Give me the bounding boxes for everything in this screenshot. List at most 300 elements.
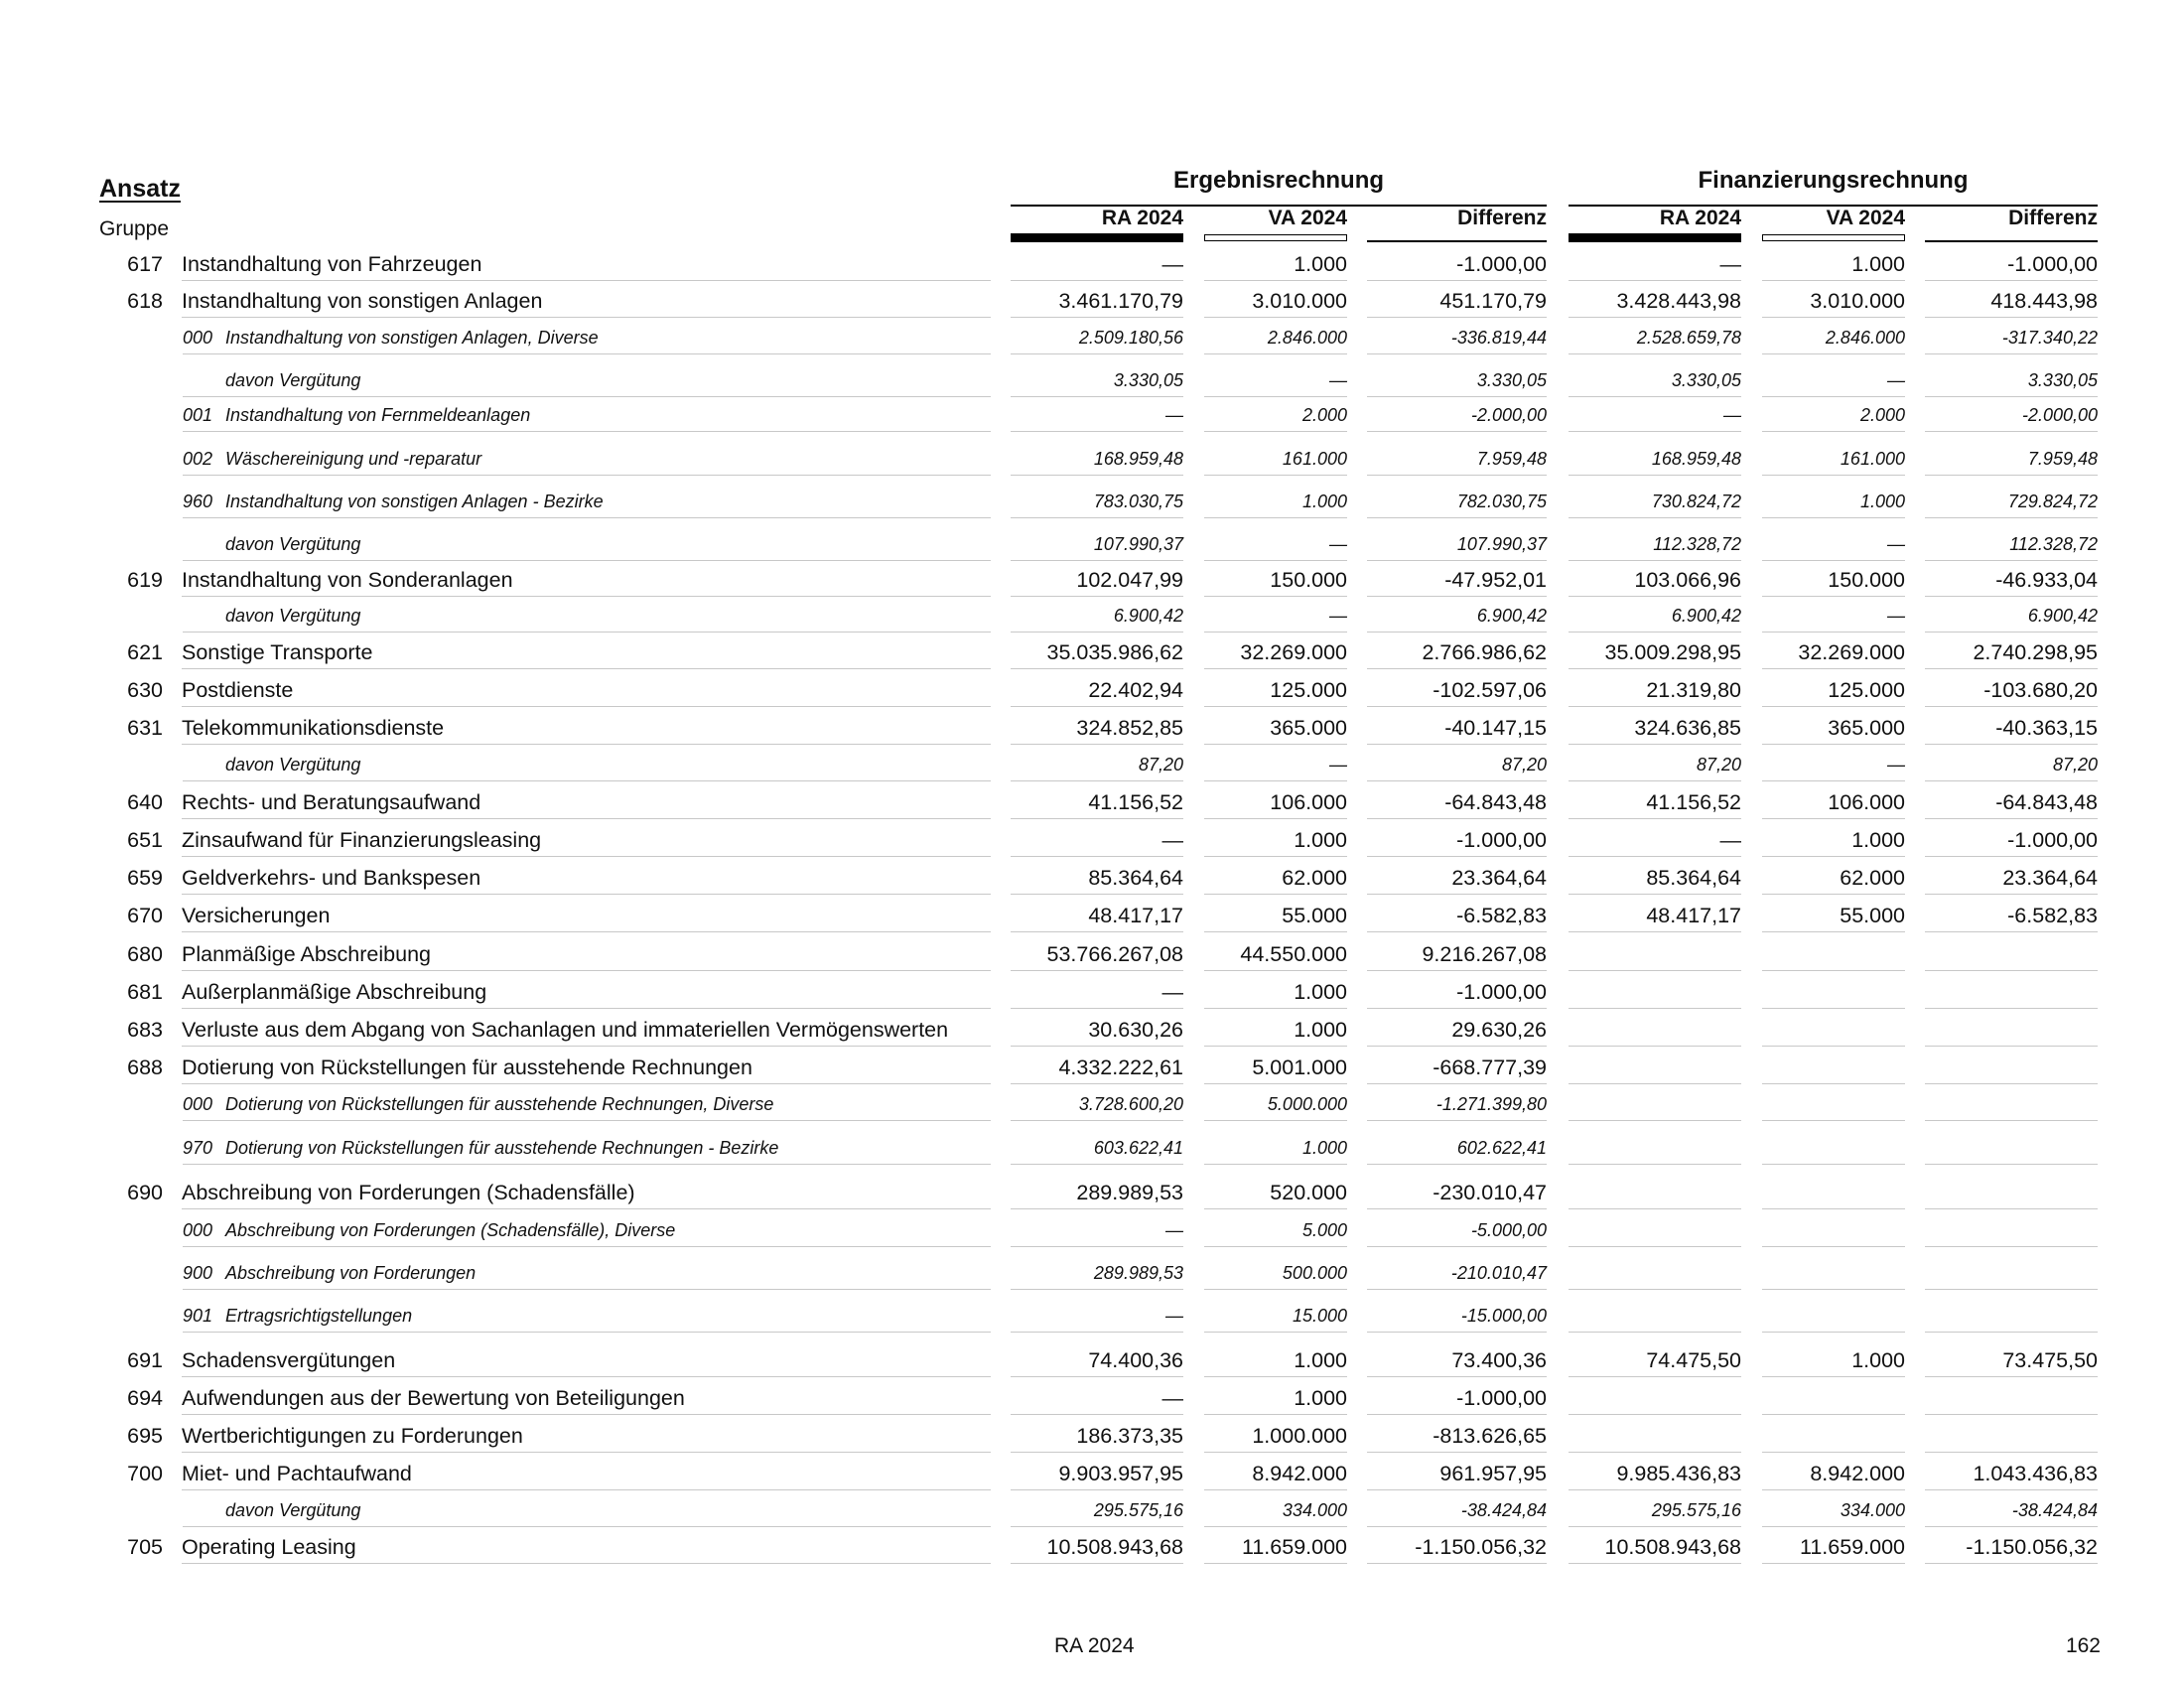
cell-e-diff: -813.626,65 — [1433, 1424, 1547, 1448]
cell-rule — [1569, 1414, 1741, 1415]
cell-rule — [1367, 744, 1547, 745]
cell-f-diff: 3.330,05 — [2027, 370, 2098, 390]
row-code: 651 — [127, 828, 163, 852]
cell-rule — [1569, 280, 1741, 281]
cell-rule — [1762, 1164, 1905, 1165]
row-code: 700 — [127, 1462, 163, 1485]
cell-e-va: 365.000 — [1270, 716, 1347, 740]
cell-e-ra: 9.903.957,95 — [1058, 1462, 1183, 1485]
row-label: Rechts- und Beratungsaufwand — [182, 790, 481, 814]
col-header-e-ra: RA 2024 — [1101, 207, 1183, 229]
cell-e-diff: -38.424,84 — [1460, 1500, 1547, 1520]
row-code: 001 — [183, 405, 213, 425]
cell-rule — [1367, 396, 1547, 397]
group-title-finanzierungsrechnung: Finanzierungsrechnung — [1698, 167, 1969, 194]
cell-e-va: 161.000 — [1282, 449, 1347, 469]
row-label: Planmäßige Abschreibung — [182, 942, 431, 966]
row-code: 640 — [127, 790, 163, 814]
row-rule — [182, 280, 991, 281]
cell-e-va: 44.550.000 — [1240, 942, 1347, 966]
cell-rule — [1762, 317, 1905, 318]
cell-rule — [1011, 353, 1183, 354]
row-rule — [182, 596, 991, 597]
col-header-f-ra: RA 2024 — [1659, 207, 1741, 229]
cell-rule — [1925, 1246, 2098, 1247]
cell-rule — [1011, 475, 1183, 476]
cell-rule — [1569, 970, 1741, 971]
cell-f-ra: 103.066,96 — [1634, 568, 1741, 592]
cell-rule — [1762, 1008, 1905, 1009]
cell-f-diff: 23.364,64 — [2002, 866, 2098, 890]
cell-e-ra: — — [1161, 980, 1183, 1004]
cell-rule — [1569, 894, 1741, 895]
cell-rule — [1011, 317, 1183, 318]
cell-rule — [1367, 1332, 1547, 1333]
cell-rule — [1011, 1452, 1183, 1453]
row-rule — [182, 744, 991, 745]
cell-e-diff: 2.766.986,62 — [1422, 640, 1547, 664]
cell-e-ra: 10.508.943,68 — [1046, 1535, 1183, 1559]
cell-e-va: 2.000 — [1301, 405, 1347, 425]
cell-e-ra: 295.575,16 — [1093, 1500, 1183, 1520]
cell-rule — [1011, 780, 1183, 781]
cell-e-ra: 3.728.600,20 — [1078, 1094, 1183, 1114]
cell-rule — [1569, 517, 1741, 518]
cell-rule — [1204, 632, 1347, 633]
row-rule — [183, 475, 991, 476]
row-code: 900 — [183, 1263, 213, 1283]
cell-rule — [1367, 596, 1547, 597]
cell-e-ra: 289.989,53 — [1093, 1263, 1183, 1283]
cell-e-va: 15.000 — [1292, 1306, 1347, 1326]
row-code: 670 — [127, 904, 163, 927]
row-rule — [182, 818, 991, 819]
cell-f-ra: 85.364,64 — [1646, 866, 1741, 890]
cell-e-va: 334.000 — [1282, 1500, 1347, 1520]
row-rule — [182, 1008, 991, 1009]
row-rule — [182, 1046, 991, 1047]
cell-rule — [1762, 1246, 1905, 1247]
cell-rule — [1569, 632, 1741, 633]
cell-e-diff: 29.630,26 — [1451, 1018, 1547, 1042]
cell-rule — [1925, 706, 2098, 707]
cell-rule — [1925, 1289, 2098, 1290]
row-label: Instandhaltung von Fernmeldeanlagen — [225, 405, 531, 425]
cell-e-va: 62.000 — [1282, 866, 1347, 890]
cell-e-diff: -40.147,15 — [1444, 716, 1547, 740]
col-header-f-va: VA 2024 — [1826, 207, 1905, 229]
cell-f-va: 365.000 — [1828, 716, 1905, 740]
cell-e-ra: 85.364,64 — [1088, 866, 1183, 890]
cell-rule — [1925, 517, 2098, 518]
cell-rule — [1367, 431, 1547, 432]
row-label: Miet- und Pachtaufwand — [182, 1462, 412, 1485]
row-code: 705 — [127, 1535, 163, 1559]
cell-f-va: 32.269.000 — [1798, 640, 1905, 664]
cell-rule — [1011, 596, 1183, 597]
cell-rule — [1569, 1289, 1741, 1290]
cell-rule — [1204, 894, 1347, 895]
row-label: Telekommunikationsdienste — [182, 716, 445, 740]
row-rule — [182, 706, 991, 707]
cell-rule — [1204, 280, 1347, 281]
row-rule — [183, 1246, 991, 1247]
row-code: 621 — [127, 640, 163, 664]
cell-f-va: 150.000 — [1828, 568, 1905, 592]
cell-f-va: 62.000 — [1840, 866, 1905, 890]
cell-rule — [1925, 970, 2098, 971]
row-rule — [183, 396, 991, 397]
cell-f-ra: 48.417,17 — [1646, 904, 1741, 927]
cell-e-va: — — [1329, 755, 1347, 774]
cell-rule — [1569, 856, 1741, 857]
cell-rule — [1569, 1526, 1741, 1527]
cell-rule — [1762, 856, 1905, 857]
row-rule — [183, 1526, 991, 1527]
cell-e-va: 1.000 — [1294, 252, 1347, 276]
cell-rule — [1367, 560, 1547, 561]
cell-rule — [1569, 353, 1741, 354]
row-code: 690 — [127, 1181, 163, 1204]
row-rule — [182, 970, 991, 971]
cell-rule — [1925, 1376, 2098, 1377]
cell-e-diff: -230.010,47 — [1433, 1181, 1547, 1204]
cell-f-va: — — [1887, 534, 1905, 554]
cell-rule — [1762, 596, 1905, 597]
cell-e-va: 520.000 — [1270, 1181, 1347, 1204]
cell-f-va: 1.000 — [1851, 252, 1905, 276]
cell-rule — [1925, 1526, 2098, 1527]
row-rule — [183, 560, 991, 561]
row-code: 970 — [183, 1138, 213, 1158]
row-label: Abschreibung von Forderungen (Schadensfälle), Diverse — [225, 1220, 676, 1240]
cell-rule — [1762, 475, 1905, 476]
cell-e-ra: 22.402,94 — [1088, 678, 1183, 702]
cell-rule — [1569, 1083, 1741, 1084]
cell-f-diff: -64.843,48 — [1995, 790, 2098, 814]
row-label: Aufwendungen aus der Bewertung von Beteiligungen — [182, 1386, 685, 1410]
row-code: 680 — [127, 942, 163, 966]
cell-rule — [1204, 1246, 1347, 1247]
row-rule — [183, 517, 991, 518]
row-code: 002 — [183, 449, 213, 469]
cell-f-diff: -46.933,04 — [1995, 568, 2098, 592]
cell-f-ra: 87,20 — [1696, 755, 1741, 774]
cell-e-diff: -1.271.399,80 — [1435, 1094, 1547, 1114]
cell-rule — [1925, 353, 2098, 354]
cell-e-va: 1.000 — [1294, 1018, 1347, 1042]
row-label: Dotierung von Rückstellungen für ausstehende Rechnungen, Diverse — [225, 1094, 774, 1114]
cell-f-va: 161.000 — [1840, 449, 1905, 469]
row-code: 960 — [183, 492, 213, 511]
cell-rule — [1204, 818, 1347, 819]
cell-rule — [1925, 596, 2098, 597]
row-rule — [182, 856, 991, 857]
cell-rule — [1925, 475, 2098, 476]
cell-rule — [1204, 1208, 1347, 1209]
cell-rule — [1569, 1046, 1741, 1047]
row-code: 694 — [127, 1386, 163, 1410]
cell-e-diff: -47.952,01 — [1444, 568, 1547, 592]
cell-e-va: 1.000.000 — [1252, 1424, 1347, 1448]
cell-e-ra: 3.461.170,79 — [1058, 289, 1183, 313]
cell-e-va: — — [1329, 534, 1347, 554]
cell-rule — [1204, 1376, 1347, 1377]
cell-rule — [1762, 396, 1905, 397]
cell-f-ra: 295.575,16 — [1651, 1500, 1741, 1520]
cell-rule — [1762, 668, 1905, 669]
row-label: Instandhaltung von sonstigen Anlagen - Bezirke — [225, 492, 604, 511]
cell-rule — [1011, 744, 1183, 745]
cell-rule — [1925, 560, 2098, 561]
cell-rule — [1204, 1414, 1347, 1415]
cell-rule — [1367, 1008, 1547, 1009]
cell-rule — [1569, 780, 1741, 781]
cell-rule — [1367, 856, 1547, 857]
cell-rule — [1367, 1289, 1547, 1290]
cell-rule — [1762, 353, 1905, 354]
cell-e-diff: -64.843,48 — [1444, 790, 1547, 814]
cell-rule — [1367, 1526, 1547, 1527]
cell-e-va: 500.000 — [1282, 1263, 1347, 1283]
cell-rule — [1011, 970, 1183, 971]
cell-rule — [1204, 706, 1347, 707]
cell-rule — [1925, 744, 2098, 745]
cell-rule — [1204, 1008, 1347, 1009]
cell-rule — [1925, 856, 2098, 857]
row-code: 630 — [127, 678, 163, 702]
cell-rule — [1762, 744, 1905, 745]
cell-f-diff: 73.475,50 — [2002, 1348, 2098, 1372]
cell-f-diff: -38.424,84 — [2011, 1500, 2098, 1520]
row-label: davon Vergütung — [225, 370, 361, 390]
row-code: 000 — [183, 1220, 213, 1240]
cell-rule — [1204, 1452, 1347, 1453]
cell-rule — [1367, 280, 1547, 281]
cell-rule — [1762, 1332, 1905, 1333]
cell-e-va: 106.000 — [1270, 790, 1347, 814]
cell-rule — [1925, 1164, 2098, 1165]
footer-report-label: RA 2024 — [1054, 1634, 1135, 1657]
row-label: Wertberichtigungen zu Forderungen — [182, 1424, 523, 1448]
row-rule — [182, 894, 991, 895]
cell-rule — [1367, 632, 1547, 633]
cell-e-diff: 3.330,05 — [1476, 370, 1547, 390]
cell-rule — [1367, 780, 1547, 781]
cell-e-ra: 53.766.267,08 — [1046, 942, 1183, 966]
cell-e-va: 11.659.000 — [1241, 1535, 1347, 1559]
cell-rule — [1762, 517, 1905, 518]
cell-f-ra: 730.824,72 — [1651, 492, 1741, 511]
cell-rule — [1367, 1083, 1547, 1084]
row-code: 681 — [127, 980, 163, 1004]
cell-e-diff: -668.777,39 — [1433, 1055, 1547, 1079]
cell-f-va: 2.846.000 — [1825, 328, 1905, 348]
cell-e-ra: 41.156,52 — [1088, 790, 1183, 814]
cell-e-ra: — — [1161, 1386, 1183, 1410]
cell-e-diff: 451.170,79 — [1439, 289, 1547, 313]
cell-rule — [1204, 396, 1347, 397]
cell-f-ra: 3.428.443,98 — [1616, 289, 1741, 313]
row-code: 659 — [127, 866, 163, 890]
cell-e-ra: 186.373,35 — [1076, 1424, 1183, 1448]
cell-rule — [1011, 1208, 1183, 1209]
cell-rule — [1569, 317, 1741, 318]
cell-rule — [1762, 970, 1905, 971]
cell-e-va: 32.269.000 — [1240, 640, 1347, 664]
cell-rule — [1569, 668, 1741, 669]
cell-rule — [1204, 780, 1347, 781]
cell-rule — [1367, 1563, 1547, 1564]
cell-rule — [1762, 1083, 1905, 1084]
cell-rule — [1011, 931, 1183, 932]
cell-rule — [1925, 1332, 2098, 1333]
cell-e-ra: 6.900,42 — [1113, 606, 1183, 626]
cell-f-va: 1.000 — [1851, 828, 1905, 852]
cell-f-diff: -2.000,00 — [2021, 405, 2098, 425]
cell-rule — [1204, 1289, 1347, 1290]
cell-e-ra: 783.030,75 — [1093, 492, 1183, 511]
cell-f-diff: 7.959,48 — [2027, 449, 2098, 469]
row-code: 631 — [127, 716, 163, 740]
cell-f-va: 1.000 — [1859, 492, 1905, 511]
cell-rule — [1011, 1083, 1183, 1084]
cell-f-diff: -1.150.056,32 — [1966, 1535, 2098, 1559]
cell-f-ra: — — [1723, 405, 1741, 425]
cell-f-va: 106.000 — [1828, 790, 1905, 814]
cell-e-ra: 87,20 — [1138, 755, 1183, 774]
cell-rule — [1204, 744, 1347, 745]
cell-f-ra: 2.528.659,78 — [1636, 328, 1741, 348]
cell-rule — [1762, 431, 1905, 432]
cell-rule — [1011, 818, 1183, 819]
cell-rule — [1011, 706, 1183, 707]
row-rule — [182, 1083, 991, 1084]
cell-rule — [1367, 475, 1547, 476]
cell-rule — [1367, 931, 1547, 932]
cell-f-ra: 112.328,72 — [1653, 534, 1741, 554]
cell-f-diff: -1.000,00 — [2007, 828, 2098, 852]
cell-rule — [1569, 931, 1741, 932]
cell-rule — [1204, 1332, 1347, 1333]
row-rule — [182, 1414, 991, 1415]
cell-rule — [1204, 1120, 1347, 1121]
cell-rule — [1011, 1008, 1183, 1009]
cell-rule — [1204, 475, 1347, 476]
cell-e-ra: 603.622,41 — [1093, 1138, 1183, 1158]
cell-rule — [1925, 668, 2098, 669]
row-rule — [182, 1208, 991, 1209]
cell-rule — [1925, 1208, 2098, 1209]
cell-e-diff: -1.000,00 — [1456, 980, 1547, 1004]
cell-rule — [1204, 1164, 1347, 1165]
cell-rule — [1925, 931, 2098, 932]
row-code: 691 — [127, 1348, 163, 1372]
cell-e-diff: 73.400,36 — [1451, 1348, 1547, 1372]
cell-rule — [1762, 1120, 1905, 1121]
cell-e-ra: — — [1161, 252, 1183, 276]
cell-e-diff: -1.000,00 — [1456, 1386, 1547, 1410]
cell-rule — [1569, 1008, 1741, 1009]
cell-e-ra: 4.332.222,61 — [1058, 1055, 1183, 1079]
cell-rule — [1367, 1208, 1547, 1209]
cell-e-diff: -2.000,00 — [1470, 405, 1547, 425]
cell-f-ra: 74.475,50 — [1646, 1348, 1741, 1372]
cell-rule — [1011, 632, 1183, 633]
row-label: Sonstige Transporte — [182, 640, 373, 664]
cell-f-va: 334.000 — [1840, 1500, 1905, 1520]
cell-rule — [1762, 560, 1905, 561]
row-label: Abschreibung von Forderungen — [225, 1263, 477, 1283]
cell-rule — [1925, 396, 2098, 397]
row-label: davon Vergütung — [225, 606, 361, 626]
cell-rule — [1011, 431, 1183, 432]
cell-f-ra: 35.009.298,95 — [1604, 640, 1741, 664]
cell-f-diff: -1.000,00 — [2007, 252, 2098, 276]
row-label: Wäschereinigung und -reparatur — [225, 449, 482, 469]
row-rule — [182, 668, 991, 669]
cell-rule — [1011, 1164, 1183, 1165]
cell-f-va: — — [1887, 755, 1905, 774]
cell-e-diff: 961.957,95 — [1439, 1462, 1547, 1485]
cell-rule — [1569, 596, 1741, 597]
cell-rule — [1011, 894, 1183, 895]
cell-rule — [1011, 1332, 1183, 1333]
row-code: 683 — [127, 1018, 163, 1042]
cell-rule — [1569, 818, 1741, 819]
cell-rule — [1367, 1376, 1547, 1377]
cell-e-va: 5.001.000 — [1252, 1055, 1347, 1079]
col-header-e-va: VA 2024 — [1268, 207, 1347, 229]
cell-f-diff: -103.680,20 — [1983, 678, 2098, 702]
row-label: Instandhaltung von Fahrzeugen — [182, 252, 482, 276]
cell-rule — [1204, 596, 1347, 597]
cell-rule — [1762, 1526, 1905, 1527]
cell-e-ra: 74.400,36 — [1088, 1348, 1183, 1372]
row-rule — [183, 1289, 991, 1290]
row-label: Instandhaltung von Sonderanlagen — [182, 568, 513, 592]
row-rule — [183, 632, 991, 633]
cell-f-diff: 418.443,98 — [1990, 289, 2098, 313]
cell-rule — [1204, 668, 1347, 669]
row-rule — [183, 780, 991, 781]
cell-f-ra: 9.985.436,83 — [1616, 1462, 1741, 1485]
cell-rule — [1011, 1376, 1183, 1377]
cell-rule — [1367, 1164, 1547, 1165]
row-label: Ertragsrichtigstellungen — [225, 1306, 413, 1326]
cell-rule — [1204, 1046, 1347, 1047]
cell-e-diff: -5.000,00 — [1470, 1220, 1547, 1240]
cell-rule — [1762, 1289, 1905, 1290]
cell-rule — [1762, 706, 1905, 707]
cell-rule — [1925, 1083, 2098, 1084]
col-header-f-diff: Differenz — [2008, 207, 2098, 229]
cell-rule — [1204, 1563, 1347, 1564]
col-header-e-diff: Differenz — [1457, 207, 1547, 229]
cell-rule — [1762, 1452, 1905, 1453]
cell-rule — [1762, 1376, 1905, 1377]
cell-rule — [1011, 1289, 1183, 1290]
row-rule — [182, 1376, 991, 1377]
cell-e-diff: 782.030,75 — [1456, 492, 1547, 511]
cell-rule — [1011, 1489, 1183, 1490]
cell-f-va: 11.659.000 — [1799, 1535, 1905, 1559]
row-code: 618 — [127, 289, 163, 313]
cell-rule — [1925, 1008, 2098, 1009]
cell-f-va: 8.942.000 — [1810, 1462, 1905, 1485]
cell-e-va: 5.000 — [1301, 1220, 1347, 1240]
cell-e-ra: — — [1161, 828, 1183, 852]
